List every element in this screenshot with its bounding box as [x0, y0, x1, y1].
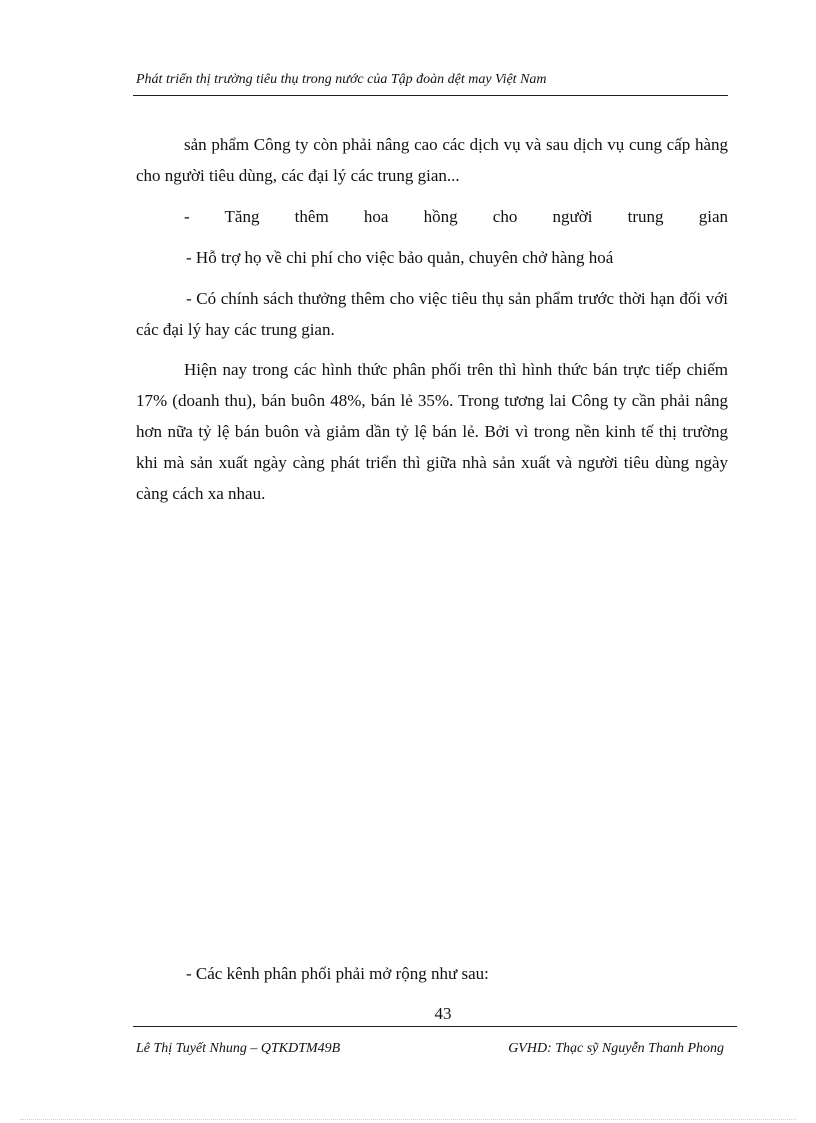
page-bottom-border — [20, 1119, 796, 1120]
page-number: 43 — [434, 1004, 452, 1023]
paragraph-distribution-share: Hiện nay trong các hình thức phân phối trên thì hình thức bán trực tiếp chiếm 17% (doanh thu), bán buôn 48%, bán lẻ 35%. Trong tương lai Công ty cần phải nâng hơn nữa tỷ lệ bán buôn và giảm dần tỷ lệ bán lẻ. Bởi vì trong nền kinh tế thị trường khi mà sản xuất ngày càng phát triển thì giữa nhà sản xuất và người tiêu dùng ngày càng cách xa nhau. — [136, 360, 728, 503]
paragraph-channel-expansion: - Các kênh phân phối phải mở rộng như sau: — [186, 964, 489, 983]
paragraph-services: sản phẩm Công ty còn phải nâng cao các dịch vụ và sau dịch vụ cung cấp hàng cho người tiêu dùng, các đại lý các trung gian... — [136, 135, 728, 185]
bullet-commission: - Tăng thêm hoa hồng cho người trung gian — [184, 207, 728, 226]
bullet-cost-support: - Hỗ trợ họ về chi phí cho việc bảo quản, chuyên chở hàng hoá — [186, 248, 614, 267]
header-divider — [133, 95, 728, 96]
footer-divider — [133, 1026, 737, 1027]
bullet-reward-policy: - Có chính sách thưởng thêm cho việc tiêu thụ sản phẩm trước thời hạn đối với các đại lý hay các trung gian. — [136, 289, 728, 339]
running-header-title: Phát triển thị trường tiêu thụ trong nước của Tập đoàn dệt may Việt Nam — [136, 72, 547, 87]
footer-author: Lê Thị Tuyết Nhung – QTKDTM49B — [136, 1041, 341, 1056]
footer-advisor: GVHD: Thạc sỹ Nguyễn Thanh Phong — [508, 1041, 724, 1056]
